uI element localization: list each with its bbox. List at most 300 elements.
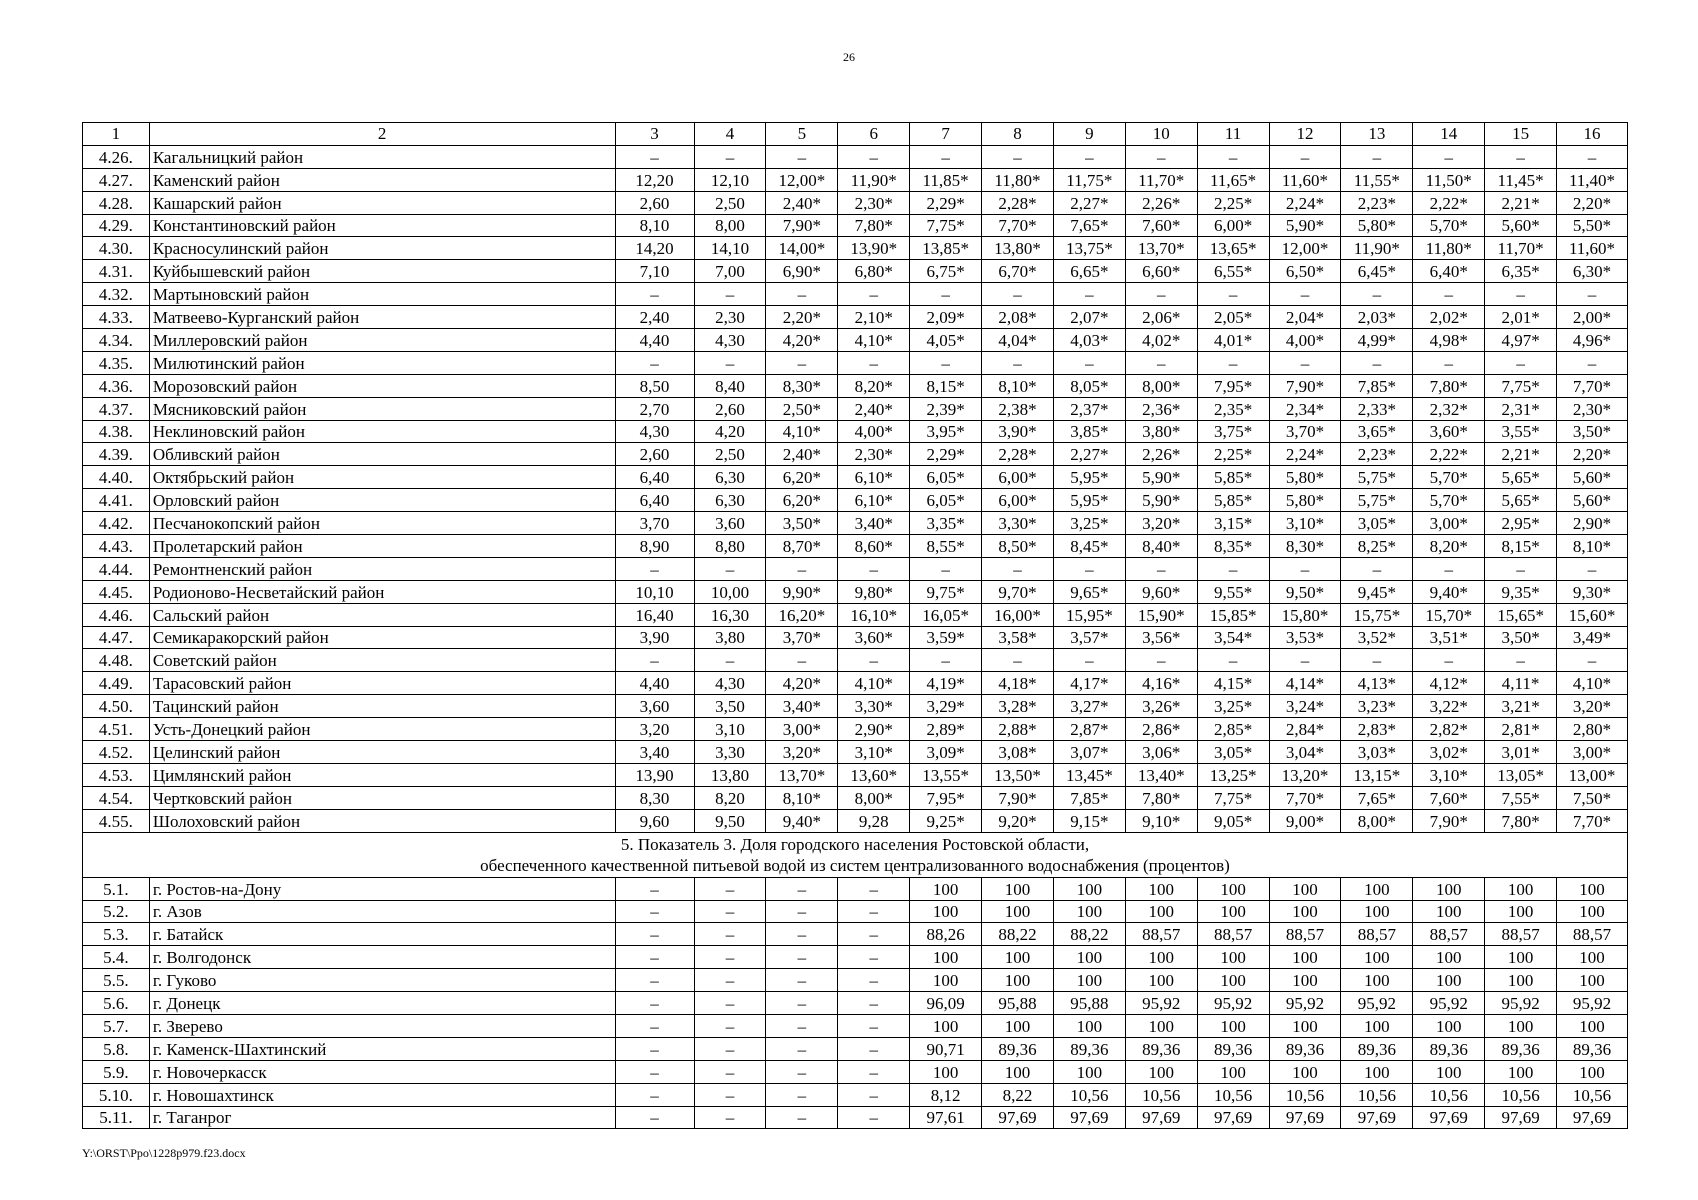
value-cell: 2,35* [1197, 397, 1269, 420]
value-cell: 11,65* [1197, 168, 1269, 191]
value-cell: 97,69 [1341, 1106, 1413, 1129]
value-cell: 4,99* [1341, 329, 1413, 352]
value-cell: 16,20* [766, 603, 838, 626]
value-cell: 4,30 [694, 329, 766, 352]
value-cell: 6,10* [838, 466, 910, 489]
value-cell: 7,95* [910, 786, 982, 809]
table-row [83, 877, 1628, 900]
value-cell: 7,65* [1053, 214, 1125, 237]
value-cell: – [615, 900, 694, 923]
value-cell: 100 [1485, 946, 1557, 969]
value-cell: 6,30* [1557, 260, 1628, 283]
value-cell: 2,30* [838, 443, 910, 466]
value-cell: 100 [1485, 877, 1557, 900]
value-cell: – [694, 1083, 766, 1106]
value-cell: 9,40* [766, 809, 838, 832]
value-cell: 100 [1197, 900, 1269, 923]
value-cell: 3,27* [1053, 695, 1125, 718]
value-cell: 100 [1269, 969, 1341, 992]
value-cell: 7,90* [982, 786, 1054, 809]
value-cell: 100 [1413, 946, 1485, 969]
value-cell: 4,03* [1053, 329, 1125, 352]
table-row [83, 443, 1628, 466]
value-cell: 2,86* [1125, 718, 1197, 741]
value-cell: 3,40* [838, 512, 910, 535]
value-cell: 100 [1557, 1014, 1628, 1037]
value-cell: 3,58* [982, 626, 1054, 649]
value-cell: – [910, 649, 982, 672]
value-cell: 13,70* [766, 763, 838, 786]
value-cell: 12,10 [694, 168, 766, 191]
value-cell: 9,28 [838, 809, 910, 832]
value-cell: 2,95* [1485, 512, 1557, 535]
value-cell: 100 [910, 969, 982, 992]
value-cell: 3,54* [1197, 626, 1269, 649]
value-cell: 6,05* [910, 489, 982, 512]
row-number: 4.27. [83, 168, 150, 191]
table-row [83, 1037, 1628, 1060]
row-number: 4.36. [83, 374, 150, 397]
value-cell: – [838, 145, 910, 168]
value-cell: 100 [1413, 969, 1485, 992]
value-cell: 8,30* [766, 374, 838, 397]
value-cell: – [615, 557, 694, 580]
value-cell: – [694, 1037, 766, 1060]
value-cell: – [766, 877, 838, 900]
column-header: 3 [615, 123, 694, 146]
value-cell: 100 [1269, 900, 1341, 923]
table-row [83, 741, 1628, 764]
row-name: Чертковский район [149, 786, 615, 809]
value-cell: 2,81* [1485, 718, 1557, 741]
value-cell: 100 [1413, 900, 1485, 923]
value-cell: 2,90* [838, 718, 910, 741]
value-cell: – [766, 900, 838, 923]
value-cell: 11,90* [838, 168, 910, 191]
row-name: Родионово-Несветайский район [149, 580, 615, 603]
row-name: Сальский район [149, 603, 615, 626]
row-name: г. Батайск [149, 923, 615, 946]
value-cell: 7,75* [1485, 374, 1557, 397]
value-cell: 2,30* [838, 191, 910, 214]
value-cell: 2,34* [1269, 397, 1341, 420]
value-cell: 4,10* [838, 329, 910, 352]
value-cell: 2,25* [1197, 443, 1269, 466]
value-cell: – [1557, 351, 1628, 374]
table-row [83, 237, 1628, 260]
value-cell: – [694, 900, 766, 923]
value-cell: 7,65* [1341, 786, 1413, 809]
value-cell: 88,57 [1557, 923, 1628, 946]
value-cell: 6,30 [694, 466, 766, 489]
value-cell: 100 [1197, 946, 1269, 969]
row-number: 5.1. [83, 877, 150, 900]
value-cell: 9,65* [1053, 580, 1125, 603]
value-cell: 13,20* [1269, 763, 1341, 786]
value-cell: 4,30 [615, 420, 694, 443]
value-cell: – [910, 145, 982, 168]
value-cell: 11,85* [910, 168, 982, 191]
value-cell: 2,01* [1485, 306, 1557, 329]
value-cell: 3,50* [1485, 626, 1557, 649]
table-row [83, 900, 1628, 923]
value-cell: 5,60* [1485, 214, 1557, 237]
row-name: Советский район [149, 649, 615, 672]
value-cell: 3,90* [982, 420, 1054, 443]
value-cell: 15,95* [1053, 603, 1125, 626]
value-cell: 15,70* [1413, 603, 1485, 626]
value-cell: 100 [1341, 1014, 1413, 1037]
value-cell: 2,08* [982, 306, 1054, 329]
value-cell: 3,10* [838, 741, 910, 764]
value-cell: 3,23* [1341, 695, 1413, 718]
value-cell: 5,80* [1269, 466, 1341, 489]
value-cell: 9,35* [1485, 580, 1557, 603]
table-row [83, 946, 1628, 969]
value-cell: 7,85* [1053, 786, 1125, 809]
value-cell: 13,00* [1557, 763, 1628, 786]
table-row [83, 466, 1628, 489]
value-cell: 89,36 [1125, 1037, 1197, 1060]
value-cell: 100 [1125, 877, 1197, 900]
value-cell: 97,69 [982, 1106, 1054, 1129]
value-cell: 5,95* [1053, 489, 1125, 512]
value-cell: 96,09 [910, 992, 982, 1015]
row-number: 5.10. [83, 1083, 150, 1106]
value-cell: 89,36 [1269, 1037, 1341, 1060]
value-cell: 2,06* [1125, 306, 1197, 329]
value-cell: 100 [1341, 900, 1413, 923]
column-header: 5 [766, 123, 838, 146]
row-name: Милютинский район [149, 351, 615, 374]
value-cell: 3,20* [1125, 512, 1197, 535]
value-cell: 9,60 [615, 809, 694, 832]
value-cell: 2,38* [982, 397, 1054, 420]
value-cell: 8,60* [838, 535, 910, 558]
value-cell: – [615, 1106, 694, 1129]
value-cell: 95,92 [1197, 992, 1269, 1015]
row-name: Кагальницкий район [149, 145, 615, 168]
value-cell: 100 [982, 877, 1054, 900]
value-cell: 11,40* [1557, 168, 1628, 191]
value-cell: 5,70* [1413, 466, 1485, 489]
value-cell: 4,96* [1557, 329, 1628, 352]
value-cell: 5,60* [1557, 489, 1628, 512]
value-cell: 2,21* [1485, 191, 1557, 214]
row-name: г. Волгодонск [149, 946, 615, 969]
value-cell: 3,80 [694, 626, 766, 649]
value-cell: 88,57 [1197, 923, 1269, 946]
value-cell: 5,80* [1341, 214, 1413, 237]
value-cell: 3,20* [1557, 695, 1628, 718]
row-name: Матвеево-Курганский район [149, 306, 615, 329]
value-cell: 4,11* [1485, 672, 1557, 695]
value-cell: 10,56 [1053, 1083, 1125, 1106]
value-cell: 7,70* [982, 214, 1054, 237]
column-header: 13 [1341, 123, 1413, 146]
value-cell: 2,20* [1557, 443, 1628, 466]
row-name: Кашарский район [149, 191, 615, 214]
value-cell: – [838, 992, 910, 1015]
value-cell: 4,10* [766, 420, 838, 443]
value-cell: 5,75* [1341, 489, 1413, 512]
value-cell: – [838, 1060, 910, 1083]
value-cell: 10,56 [1557, 1083, 1628, 1106]
value-cell: 16,05* [910, 603, 982, 626]
value-cell: 9,10* [1125, 809, 1197, 832]
value-cell: 10,00 [694, 580, 766, 603]
row-number: 4.30. [83, 237, 150, 260]
value-cell: 12,00* [1269, 237, 1341, 260]
value-cell: 4,40 [615, 672, 694, 695]
row-number: 4.44. [83, 557, 150, 580]
section-title-line-1: 5. Показатель 3. Доля городского населения Ростовской области, [620, 834, 1090, 854]
value-cell: 3,50 [694, 695, 766, 718]
value-cell: – [766, 1037, 838, 1060]
value-cell: 9,45* [1341, 580, 1413, 603]
value-cell: 12,20 [615, 168, 694, 191]
table-row [83, 695, 1628, 718]
value-cell: 3,24* [1269, 695, 1341, 718]
value-cell: – [1269, 351, 1341, 374]
value-cell: 3,07* [1053, 741, 1125, 764]
value-cell: 9,60* [1125, 580, 1197, 603]
table-row [83, 992, 1628, 1015]
value-cell: 12,00* [766, 168, 838, 191]
value-cell: 4,40 [615, 329, 694, 352]
row-number: 4.53. [83, 763, 150, 786]
value-cell: – [910, 557, 982, 580]
value-cell: 2,60 [694, 397, 766, 420]
value-cell: 2,26* [1125, 443, 1197, 466]
value-cell: 97,69 [1269, 1106, 1341, 1129]
value-cell: 7,00 [694, 260, 766, 283]
row-name: Семикаракорский район [149, 626, 615, 649]
value-cell: 7,95* [1197, 374, 1269, 397]
value-cell: – [1485, 145, 1557, 168]
value-cell: 100 [1485, 1014, 1557, 1037]
row-number: 4.38. [83, 420, 150, 443]
row-name: Цимлянский район [149, 763, 615, 786]
value-cell: 100 [1413, 1060, 1485, 1083]
value-cell: 100 [1413, 877, 1485, 900]
value-cell: – [838, 1014, 910, 1037]
value-cell: 3,29* [910, 695, 982, 718]
value-cell: 7,90* [1269, 374, 1341, 397]
table-row [83, 329, 1628, 352]
value-cell: 100 [1557, 877, 1628, 900]
value-cell: – [838, 900, 910, 923]
value-cell: – [766, 1014, 838, 1037]
row-name: Октябрьский район [149, 466, 615, 489]
value-cell: 15,85* [1197, 603, 1269, 626]
value-cell: 4,00* [1269, 329, 1341, 352]
value-cell: – [1197, 145, 1269, 168]
value-cell: 6,40 [615, 489, 694, 512]
value-cell: 95,92 [1557, 992, 1628, 1015]
value-cell: 13,70* [1125, 237, 1197, 260]
value-cell: 6,00* [1197, 214, 1269, 237]
value-cell: 8,45* [1053, 535, 1125, 558]
row-number: 4.48. [83, 649, 150, 672]
value-cell: 100 [1197, 877, 1269, 900]
value-cell: 3,59* [910, 626, 982, 649]
value-cell: 97,69 [1413, 1106, 1485, 1129]
value-cell: 15,60* [1557, 603, 1628, 626]
value-cell: 2,30 [694, 306, 766, 329]
value-cell: 13,25* [1197, 763, 1269, 786]
indicator-table [82, 122, 1628, 1129]
row-number: 4.47. [83, 626, 150, 649]
value-cell: – [766, 946, 838, 969]
value-cell: – [1269, 145, 1341, 168]
value-cell: 5,60* [1557, 466, 1628, 489]
value-cell: 11,75* [1053, 168, 1125, 191]
value-cell: 3,70* [1269, 420, 1341, 443]
value-cell: 8,10* [982, 374, 1054, 397]
value-cell: 100 [1053, 969, 1125, 992]
value-cell: 11,90* [1341, 237, 1413, 260]
value-cell: 100 [1413, 1014, 1485, 1037]
row-number: 4.46. [83, 603, 150, 626]
table-row [83, 763, 1628, 786]
value-cell: 4,16* [1125, 672, 1197, 695]
table-row [83, 580, 1628, 603]
value-cell: – [1341, 557, 1413, 580]
value-cell: 10,10 [615, 580, 694, 603]
value-cell: 8,00* [1341, 809, 1413, 832]
value-cell: 100 [1125, 1014, 1197, 1037]
value-cell: – [1485, 649, 1557, 672]
value-cell: – [1053, 145, 1125, 168]
value-cell: – [838, 1083, 910, 1106]
value-cell: 9,05* [1197, 809, 1269, 832]
value-cell: – [615, 145, 694, 168]
value-cell: 88,22 [982, 923, 1054, 946]
value-cell: 5,90* [1125, 466, 1197, 489]
row-name: Каменский район [149, 168, 615, 191]
value-cell: 100 [982, 969, 1054, 992]
table-row [83, 718, 1628, 741]
table-row [83, 672, 1628, 695]
value-cell: 100 [1485, 969, 1557, 992]
row-name: Морозовский район [149, 374, 615, 397]
value-cell: 100 [910, 1014, 982, 1037]
value-cell: 11,80* [982, 168, 1054, 191]
value-cell: 88,57 [1269, 923, 1341, 946]
value-cell: 3,53* [1269, 626, 1341, 649]
table-row [83, 512, 1628, 535]
value-cell: 11,70* [1125, 168, 1197, 191]
value-cell: 4,15* [1197, 672, 1269, 695]
value-cell: 3,00* [766, 718, 838, 741]
row-number: 4.41. [83, 489, 150, 512]
value-cell: 5,70* [1413, 489, 1485, 512]
table-row [83, 557, 1628, 580]
row-number: 5.3. [83, 923, 150, 946]
value-cell: 3,95* [910, 420, 982, 443]
value-cell: 100 [910, 946, 982, 969]
value-cell: 3,09* [910, 741, 982, 764]
value-cell: – [766, 1083, 838, 1106]
value-cell: – [1557, 649, 1628, 672]
value-cell: 7,90* [1413, 809, 1485, 832]
value-cell: – [982, 557, 1054, 580]
value-cell: – [1485, 283, 1557, 306]
table-row [83, 1014, 1628, 1037]
value-cell: 100 [1341, 1060, 1413, 1083]
value-cell: 7,80* [838, 214, 910, 237]
page-number: 26 [843, 50, 855, 64]
value-cell: 88,26 [910, 923, 982, 946]
value-cell: 2,22* [1413, 443, 1485, 466]
value-cell: 2,27* [1053, 191, 1125, 214]
value-cell: 95,92 [1341, 992, 1413, 1015]
value-cell: 8,40* [1125, 535, 1197, 558]
row-name: Тарасовский район [149, 672, 615, 695]
row-number: 4.34. [83, 329, 150, 352]
value-cell: 2,89* [910, 718, 982, 741]
value-cell: 7,80* [1485, 809, 1557, 832]
value-cell: 11,70* [1485, 237, 1557, 260]
row-name: Тацинский район [149, 695, 615, 718]
value-cell: 3,52* [1341, 626, 1413, 649]
value-cell: 3,51* [1413, 626, 1485, 649]
value-cell: – [694, 557, 766, 580]
value-cell: 9,20* [982, 809, 1054, 832]
row-name: Куйбышевский район [149, 260, 615, 283]
row-number: 5.5. [83, 969, 150, 992]
value-cell: 3,30* [838, 695, 910, 718]
row-name: г. Зверево [149, 1014, 615, 1037]
value-cell: 6,10* [838, 489, 910, 512]
row-number: 4.45. [83, 580, 150, 603]
value-cell: 88,57 [1125, 923, 1197, 946]
value-cell: 100 [1197, 969, 1269, 992]
value-cell: 13,90 [615, 763, 694, 786]
column-header: 11 [1197, 123, 1269, 146]
column-header: 4 [694, 123, 766, 146]
value-cell: 2,25* [1197, 191, 1269, 214]
value-cell: 100 [1125, 1060, 1197, 1083]
row-name: г. Новошахтинск [149, 1083, 615, 1106]
value-cell: 9,40* [1413, 580, 1485, 603]
value-cell: 2,50 [694, 191, 766, 214]
value-cell: – [766, 283, 838, 306]
table-row [83, 1106, 1628, 1129]
value-cell: 4,10* [838, 672, 910, 695]
value-cell: 7,80* [1413, 374, 1485, 397]
value-cell: 95,92 [1125, 992, 1197, 1015]
row-number: 4.51. [83, 718, 150, 741]
value-cell: – [694, 969, 766, 992]
value-cell: 5,85* [1197, 466, 1269, 489]
value-cell: 3,28* [982, 695, 1054, 718]
value-cell: 13,50* [982, 763, 1054, 786]
value-cell: – [1413, 557, 1485, 580]
value-cell: 6,20* [766, 466, 838, 489]
value-cell: 2,24* [1269, 443, 1341, 466]
value-cell: 13,80* [982, 237, 1054, 260]
value-cell: 7,80* [1125, 786, 1197, 809]
table-row [83, 351, 1628, 374]
value-cell: 2,88* [982, 718, 1054, 741]
value-cell: 3,35* [910, 512, 982, 535]
value-cell: 2,84* [1269, 718, 1341, 741]
value-cell: – [1341, 351, 1413, 374]
value-cell: – [838, 1106, 910, 1129]
value-cell: 2,90* [1557, 512, 1628, 535]
